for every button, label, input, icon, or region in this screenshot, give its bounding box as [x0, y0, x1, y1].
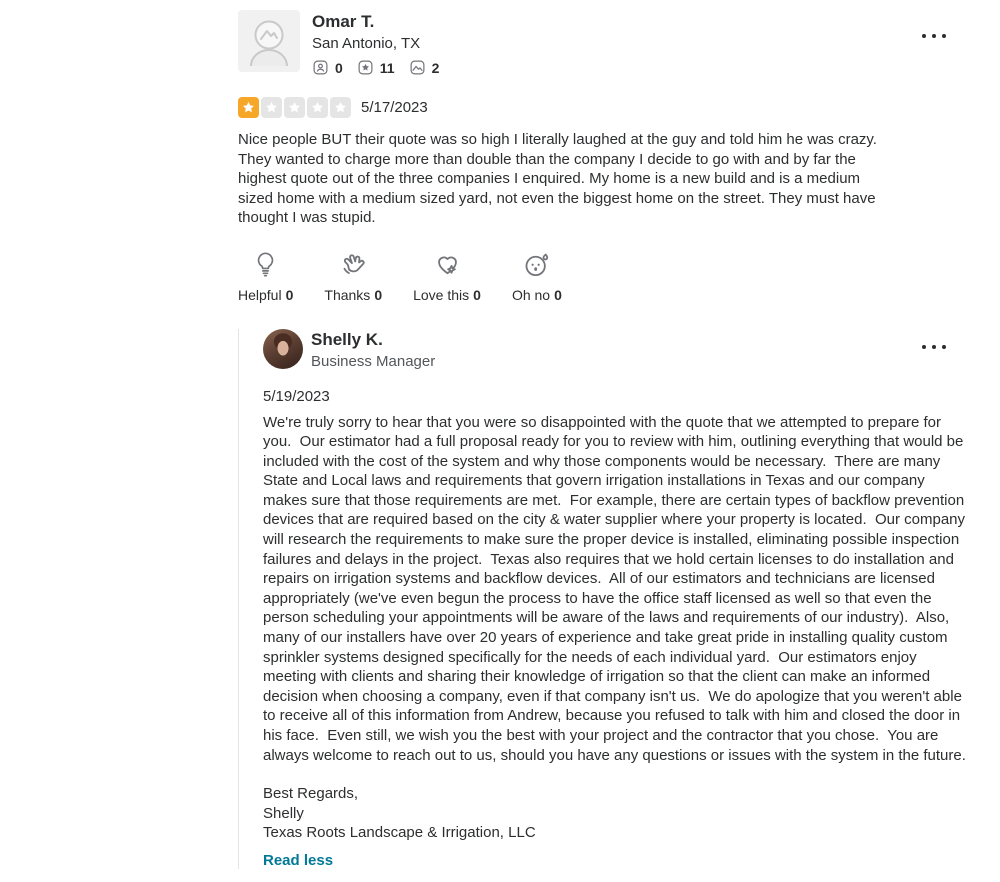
photos-stat [409, 59, 440, 76]
reply-author-name: Shelly K. [311, 329, 383, 349]
reviewer-avatar[interactable] [238, 10, 300, 72]
reactions-bar [238, 249, 970, 303]
reply-more-menu[interactable] [916, 339, 952, 355]
business-reply [238, 329, 970, 869]
star-empty [307, 97, 328, 118]
reviews-stat [357, 59, 395, 76]
star-empty [261, 97, 282, 118]
photos-count: 2 [431, 59, 440, 76]
read-less-link[interactable]: Read less [263, 851, 334, 869]
review-text: Nice people BUT their quote was so high I literally laughed at the guy and told him he was crazy. They wanted to charge more than double than the company I decide to go with and by far the highest quote out of the three companies I enquired. My home is a new build and is a medium sized home with a medium sized yard, not even the biggest home on the street. They must have thought I was stupid. [238, 131, 877, 226]
helpful-icon [252, 249, 279, 279]
oh-no-icon [522, 249, 551, 279]
kebab-dot [942, 345, 946, 349]
signature-line: Shelly [263, 804, 304, 822]
reply-signature [263, 784, 970, 843]
star-empty [284, 97, 305, 118]
user-info [312, 10, 453, 76]
star-filled [238, 97, 259, 118]
reaction-label: Oh no 0 [511, 286, 562, 303]
friends-stat [312, 59, 343, 76]
signature-line: Texas Roots Landscape & Irrigation, LLC [263, 824, 536, 842]
kebab-dot [932, 345, 936, 349]
reviewer-name[interactable]: Omar T. [312, 12, 375, 31]
friends-count: 0 [335, 59, 343, 76]
kebab-dot [922, 34, 926, 38]
signature-line: Best Regards, [263, 785, 359, 803]
friends-icon [312, 59, 329, 76]
reply-header [263, 329, 970, 372]
kebab-dot [932, 34, 936, 38]
review-date: 5/17/2023 [361, 99, 428, 116]
kebab-dot [922, 345, 926, 349]
reaction-label: Love this 0 [413, 286, 481, 303]
star-empty [330, 97, 351, 118]
reviews-count: 11 [379, 59, 395, 76]
reaction-thanks[interactable] [324, 249, 382, 303]
reply-author-info [311, 329, 435, 372]
reviews-icon [357, 59, 374, 76]
kebab-dot [942, 34, 946, 38]
reply-date: 5/19/2023 [263, 387, 330, 405]
reaction-oh-no[interactable] [512, 249, 562, 303]
reaction-helpful[interactable] [238, 249, 293, 303]
reaction-love-this[interactable] [413, 249, 481, 303]
reply-author-role: Business Manager [311, 352, 436, 370]
thanks-icon [339, 249, 368, 279]
reply-body: We're truly sorry to hear that you were so disappointed with the quote that we attempted to prepare for you. Our estimator had a full proposal ready for you to review with him, outlining everything that would be included with the cost of the system and why those components would be necessary. There are many State and Local laws and requirements that govern irrigation installations in Texas and our company makes sure that those requirements are met. For example, there are certain types of backflow prevention devices that are required based on the city & water supplier where your property is located. Our company will research the requirements to make sure the proper device is installed, eliminating possible inspection failures and delays in the project. Texas also requires that we hold certain licenses to do installation and repairs on irrigation systems and backflow devices. All of our estimators and technicians are licensed appropriately (we've even begun the process to have the office staff licensed as well so that even the person scheduling your appointments will be aware of the laws and requirements of our industry). Also, many of our installers have over 20 years of experience and take great pride in installing quality custom sprinkler systems designed specifically for the needs of each individual yard. Our estimators enjoy meeting with clients and sharing their knowledge of irrigation so that the client can make an informed decision when choosing a company, even if that company isn't us. We do apologize that you weren't able to receive all of this information from Andrew, because you refused to talk with him and closed the door in his face. Even still, we wish you the best with your project and the contractor that you chose. You are always welcome to reach out to us, should you have any questions or issues with the system in the future. [263, 413, 970, 764]
star-rating [238, 97, 353, 118]
review-more-menu[interactable] [916, 28, 952, 44]
reviewer-stats [312, 59, 453, 76]
default-user-icon [238, 10, 300, 72]
rating-row [238, 97, 970, 118]
review-header [238, 10, 970, 76]
reaction-label: Thanks 0 [324, 286, 383, 303]
photos-icon [409, 59, 426, 76]
reviewer-location: San Antonio, TX [312, 35, 421, 52]
reaction-label: Helpful 0 [238, 286, 294, 303]
love-this-icon [433, 249, 462, 279]
reply-author-avatar [263, 329, 303, 369]
